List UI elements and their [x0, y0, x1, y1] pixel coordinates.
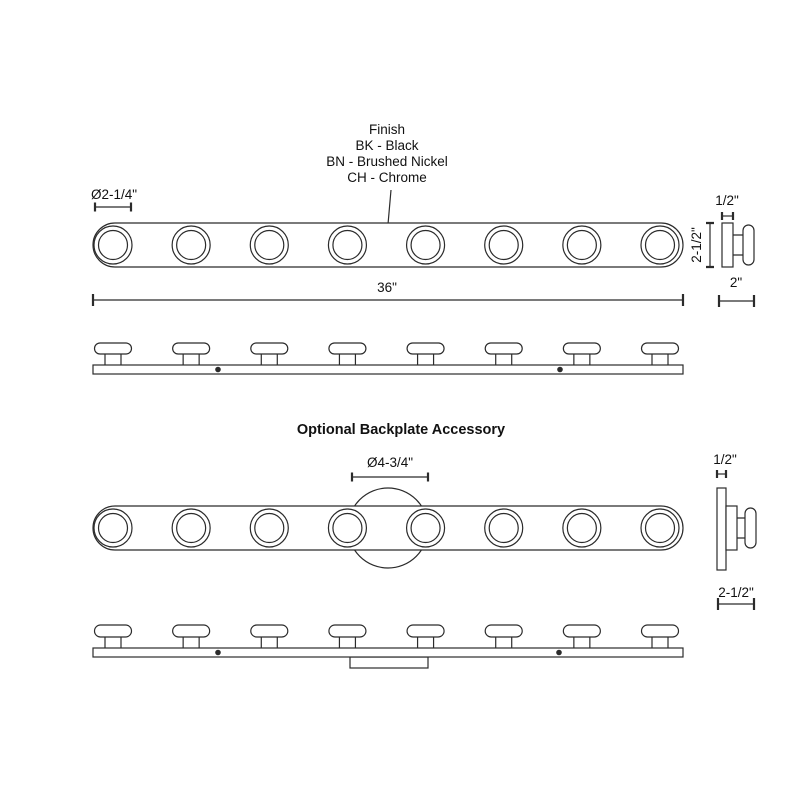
finish-note [326, 122, 448, 236]
knob-stem-profile [737, 518, 745, 538]
light-outer-ring [328, 226, 366, 264]
finish-option-brushed-nickel: BN - Brushed Nickel [326, 154, 448, 169]
knob-cap [642, 343, 679, 354]
light-outer-ring [250, 226, 288, 264]
fixture-depth-label: 2" [729, 275, 743, 290]
light-outer-ring [485, 509, 523, 547]
mounting-hole [557, 367, 563, 373]
backplate-mounting-view [93, 625, 683, 668]
knob-cap [173, 343, 210, 354]
overall-width-label: 36" [377, 280, 397, 295]
knob-cap [95, 625, 132, 637]
knob-cap [563, 343, 600, 354]
backplate-diameter-label: Ø4-3/4" [366, 455, 414, 470]
light-outer-ring [407, 226, 445, 264]
knob-cap [95, 343, 132, 354]
standard-front-view [91, 187, 683, 306]
knob-profile [745, 508, 756, 548]
knob-cap [251, 625, 288, 637]
backplate-edge [350, 657, 428, 668]
backplate-profile [717, 488, 726, 570]
backplate-front-view [93, 455, 683, 568]
knob-cap [329, 625, 366, 637]
light-outer-ring [641, 226, 679, 264]
light-outer-ring [563, 509, 601, 547]
knob-cap [329, 343, 366, 354]
light-outer-ring [94, 509, 132, 547]
depth-with-backplate-label: 2-1/2" [718, 585, 754, 600]
mounting-hole [215, 367, 221, 373]
bar-height-label: 2-1/2" [689, 227, 704, 263]
finish-option-chrome: CH - Chrome [347, 170, 427, 185]
light-outer-ring [328, 509, 366, 547]
knob-cap [485, 343, 522, 354]
mounting-bar [93, 365, 683, 374]
light-outer-ring [563, 226, 601, 264]
light-outer-ring [172, 509, 210, 547]
light-outer-ring [250, 509, 288, 547]
mounting-hole [215, 650, 221, 656]
light-outer-ring [407, 509, 445, 547]
knob-cap [563, 625, 600, 637]
bar-profile [722, 223, 733, 267]
knob-cap [407, 625, 444, 637]
light-outer-ring [94, 226, 132, 264]
mounting-hole [556, 650, 562, 656]
standard-side-view [689, 193, 754, 307]
finish-option-black: BK - Black [355, 138, 419, 153]
mounting-bar [93, 648, 683, 657]
knob-cap [251, 343, 288, 354]
lamp-diameter-label: Ø2-1/4" [90, 187, 138, 202]
light-outer-ring [641, 509, 679, 547]
light-outer-ring [485, 226, 523, 264]
knobs [95, 343, 679, 366]
knob-cap [407, 343, 444, 354]
light-outer-ring [172, 226, 210, 264]
section-heading: Optional Backplate Accessory [296, 422, 506, 438]
bar-profile [726, 506, 737, 550]
knob-profile [743, 225, 754, 265]
finish-note-title: Finish [368, 122, 406, 137]
backplate-side-view [713, 452, 756, 610]
knob-cap [485, 625, 522, 637]
knobs [95, 625, 679, 649]
knob-stem-profile [733, 235, 743, 255]
knob-cap [642, 625, 679, 637]
standard-mounting-view [93, 343, 683, 374]
bar-depth-label: 1/2" [715, 193, 739, 208]
backplate-depth-label: 1/2" [713, 452, 737, 467]
knob-cap [173, 625, 210, 637]
